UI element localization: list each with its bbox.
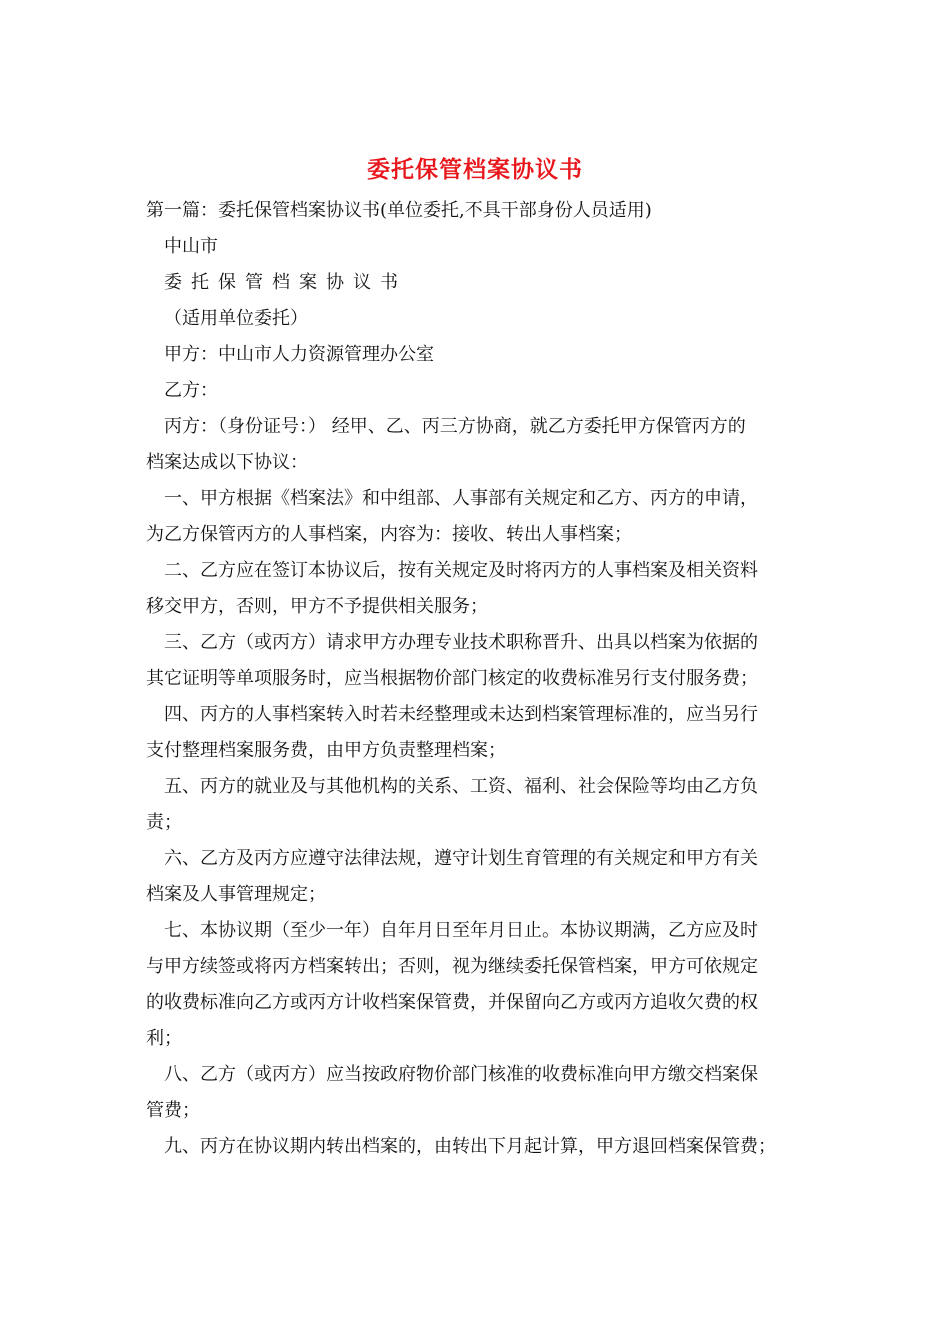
document-line: 丙方：（身份证号：） 经甲、乙、丙三方协商，就乙方委托甲方保管丙方的 [164,416,746,437]
document-line: 乙方： [164,380,218,401]
document-line: 移交甲方，否则，甲方不予提供相关服务； [146,596,488,617]
document-line: 管费； [146,1100,200,1121]
document-line: 九、丙方在协议期内转出档案的，由转出下月起计算，甲方退回档案保管费； [164,1136,776,1157]
document-line: 甲方：中山市人力资源管理办公室 [164,344,434,365]
document-line: 中山市 [164,236,218,257]
document-line: 三、乙方（或丙方）请求甲方办理专业技术职称晋升、出具以档案为依据的 [164,632,758,653]
document-line: 二、乙方应在签订本协议后，按有关规定及时将丙方的人事档案及相关资料 [164,560,758,581]
document-line: 一、甲方根据《档案法》和中组部、人事部有关规定和乙方、丙方的申请， [164,488,758,509]
document-body [146,193,806,1165]
document-line: 五、丙方的就业及与其他机构的关系、工资、福利、社会保险等均由乙方负 [164,776,758,797]
document-line: 与甲方续签或将丙方档案转出；否则，视为继续委托保管档案，甲方可依规定 [146,956,758,977]
document-line: 第一篇：委托保管档案协议书(单位委托,不具干部身份人员适用) [146,200,652,221]
document-line: 档案达成以下协议： [146,452,308,473]
document-line: 四、丙方的人事档案转入时若未经整理或未达到档案管理标准的，应当另行 [164,704,758,725]
document-line: 其它证明等单项服务时，应当根据物价部门核定的收费标准另行支付服务费； [146,668,758,689]
document-line: （适用单位委托） [164,308,308,329]
document-line: 档案及人事管理规定； [146,884,326,905]
document-line: 责； [146,812,182,833]
document-line: 八、乙方（或丙方）应当按政府物价部门核准的收费标准向甲方缴交档案保 [164,1064,758,1085]
document-line: 六、乙方及丙方应遵守法律法规，遵守计划生育管理的有关规定和甲方有关 [164,848,758,869]
document-line: 为乙方保管丙方的人事档案，内容为：接收、转出人事档案； [146,524,632,545]
document-line: 委托保管档案协议书 [164,272,407,293]
document-line: 的收费标准向乙方或丙方计收档案保管费，并保留向乙方或丙方追收欠费的权 [146,992,758,1013]
document-line: 利； [146,1028,182,1049]
document-line: 支付整理档案服务费，由甲方负责整理档案； [146,740,506,761]
document-title: 委托保管档案协议书 [367,156,583,183]
document-line: 七、本协议期（至少一年）自年月日至年月日止。本协议期满，乙方应及时 [164,920,758,941]
